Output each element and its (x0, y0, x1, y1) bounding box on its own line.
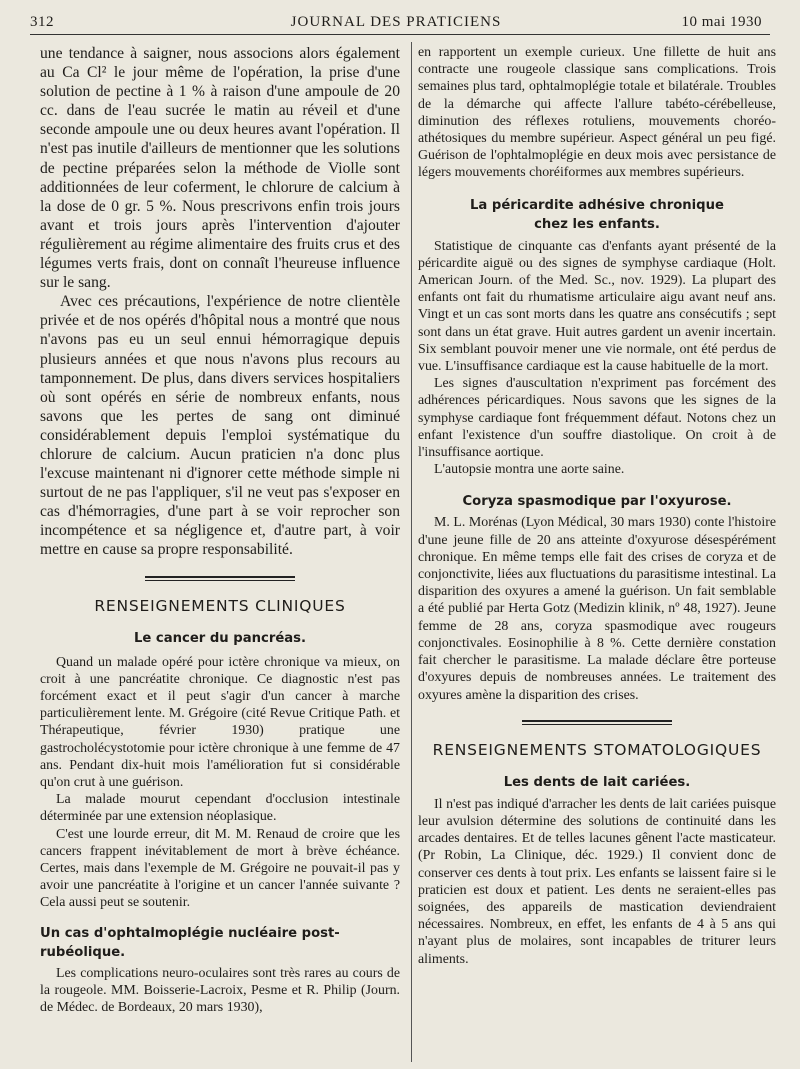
article-title-coryza: Coryza spasmodique par l'oxyurose. (462, 494, 732, 510)
article-title-cancer: Le cancer du pancréas. (133, 630, 307, 646)
cancer-paragraph-3: C'est une lourde erreur, dit M. M. Renaud de croire que les cancers frappent inévitablement de mort à brève échéance. Certes, mais dans l'exemple de M. Grégoire ne pouvait-il pas y avoir une pancréatite à l'origine et un cancer l'année suivante ? Cela aussi peut se soutenir. (40, 826, 400, 911)
section-title-stomatologiques: RENSEIGNEMENTS STOMATOLOGIQUES (432, 740, 762, 759)
dents-paragraph-1: Il n'est pas indiqué d'arracher les dents de lait cariées puisque leur avulsion détermine des solutions de continuité dans les arcades dentaires. Et de telles lacunes gênent l'acte masticateur. (Pr Robin, La Clinique, déc. 1929.) Il convient donc de conserver ces dents à tout prix. Les enfants se laissent faire si le praticien est doux et patient. Les dents ne seraient-elles pas soignées, des appareils de mastication deviendraient nécessaires. Nombreux, en effet, les enfants de 4 à 5 ans qui n'ayant plus de molaires, sont incapables de triturer leurs aliments. (418, 796, 776, 967)
right-column (418, 44, 776, 968)
column-divider (411, 42, 412, 1062)
ophtal-paragraph-1: Les complications neuro-oculaires sont très rares au cours de la rougeole. MM. Boisserie-Lacroix, Pesme et R. Philip (Journ. de Médec. de Bordeaux, 20 mars 1930), (40, 965, 400, 1015)
left-column (40, 44, 400, 1016)
journal-title: JOURNAL DES PRATICIENS (290, 14, 502, 30)
issue-date: 10 mai 1930 (681, 14, 762, 30)
section-title-cliniques: RENSEIGNEMENTS CLINIQUES (94, 596, 346, 615)
intro-paragraph-1: une tendance à saigner, nous associons alors également au Ca Cl² le jour même de l'opération, la prise d'une solution de pectine à 1 % à raison d'une ampoule de 20 cc. dans de l'eau sucrée le matin au réveil et d'une seconde ampoule une ou deux heures avant l'opération. Il n'est pas inutile d'ailleurs de mentionner que les solutions de pectine préparées selon la méthode de Violle sont additionnées de leur coferment, le chlorure de calcium à la dose de 0 gr. 5 %. Nous prescrivons enfin trois jours avant et trois jours après l'intervention d'ajouter régulièrement au régime alimentaire des fruits crus et des légumes verts frais, dont on connaît l'heureuse influence sur le sang. (40, 45, 400, 292)
page-header (30, 14, 762, 34)
peri-paragraph-3: L'autopsie montra une aorte saine. (434, 462, 625, 478)
article-title-dents: Les dents de lait cariées. (503, 774, 691, 790)
peri-paragraph-1: Statistique de cinquante cas d'enfants ayant présenté de la péricardite aiguë ou des signes de symphyse cardiaque (Holt. American Journ. of the Med. Sc., nov. 1929). La plupart des enfants ont fait du rhumatisme articulaire aigu avant neuf ans. Vingt et un cas sont morts dans les quatre ans consécutifs ; sept sont dans un état grave. Huit autres gardent un avenir incertain. Six semblant pouvoir mener une vie normale, ont été perdus de vue. L'insuffisance cardiaque est la cause habituelle de la mort. (418, 238, 776, 375)
header-rule (30, 34, 770, 35)
article-title-pericardite-2: chez les enfants. (534, 216, 660, 232)
intro-paragraph-2: Avec ces précautions, l'expérience de notre clientèle privée et de nos opérés d'hôpital nous a montré que nous n'avons pas eu un seul ennui hémorragique depuis plusieurs années et que nous n'avons plus recours au tamponnement. De plus, dans divers services hospitaliers où sont opérés en série de nombreux enfants, nous savons que les pertes de sang ont diminué considérablement depuis l'emploi systématique du chlorure de calcium. Aucun praticien n'a donc plus l'excuse maintenant ni d'ignorer cette méthode simple ni surtout de ne pas l'appliquer, s'il ne veut pas s'exposer en cas d'hémorragies, d'une part à se voir reprocher son incompétence et sa négligence et, d'autre part, à voir mettre en cause sa propre responsabilité. (40, 293, 400, 559)
article-title-pericardite-1: La péricardite adhésive chronique (470, 197, 724, 213)
coryza-paragraph-1: M. L. Morénas (Lyon Médical, 30 mars 1930) conte l'histoire d'une jeune fille de 20 ans atteinte d'oxyurose désespérément chronique. En même temps elle fait des crises de coryza et de conjonctivite, liées aux fluctuations du parasitisme intestinal. La disparition des oxyures a amené la guérison. Un fait semblable a été publié par Herta Gotz (Medizin klinik, nº 48, 1927). Jeune femme de 28 ans, coryza spasmodique avec rougeurs conjonctivales. Eosinophilie à 8 %. Cette dernière constation fait chercher le parasitisme. La malade déclare être porteuse d'oxyures depuis de nombreuses années. Le traitement des oxyures amène la disparition des crises. (418, 515, 776, 703)
peri-paragraph-2: Les signes d'auscultation n'expriment pas forcément des adhérences péricardiques. Nous savons que les signes de la symphyse cardiaque font fréquemment défaut. Notons chez un enfant l'existence d'un souffre diastolique. On croit à de l'insuffisance aortique. (418, 376, 776, 461)
page-number: 312 (30, 14, 54, 30)
ophtal-continuation: en rapportent un exemple curieux. Une fillette de huit ans contracte une rougeole classique sans complications. Trois semaines plus tard, ophtalmoplégie totale et bilatérale. Troubles de la démarche qui affecte l'allure tabéto-cérébelleuse, diminution des réflexes rotuliens, mouvements choréo-athétosiques du membre supérieur. Aspect général un peu figé. Guérison de l'ophtalmoplégie en deux mois avec persistance de légers mouvements choréiformes aux membres supérieurs. (418, 45, 776, 181)
cancer-paragraph-1: Quand un malade opéré pour ictère chronique va mieux, on croit à une pancréatite chronique. Ce diagnostic n'est pas forcément exact et il peut s'agir d'un cancer à marche particulièrement lente. M. Grégoire (cité Revue Critique Path. et Thérapeutique, février 1930) pratique une gastrocholécystotomie pour ictère chronique à une femme de 47 ans. Pendant dix-huit mois l'amélioration fut si considérable qu'on crut à une guérison. (40, 654, 400, 790)
cancer-paragraph-2: La malade mourut cependant d'occlusion intestinale déterminée par une extension néoplasique. (40, 792, 400, 825)
article-title-ophtalmoplegie: Un cas d'ophtalmoplégie nucléaire post-rubéolique. (40, 925, 340, 960)
